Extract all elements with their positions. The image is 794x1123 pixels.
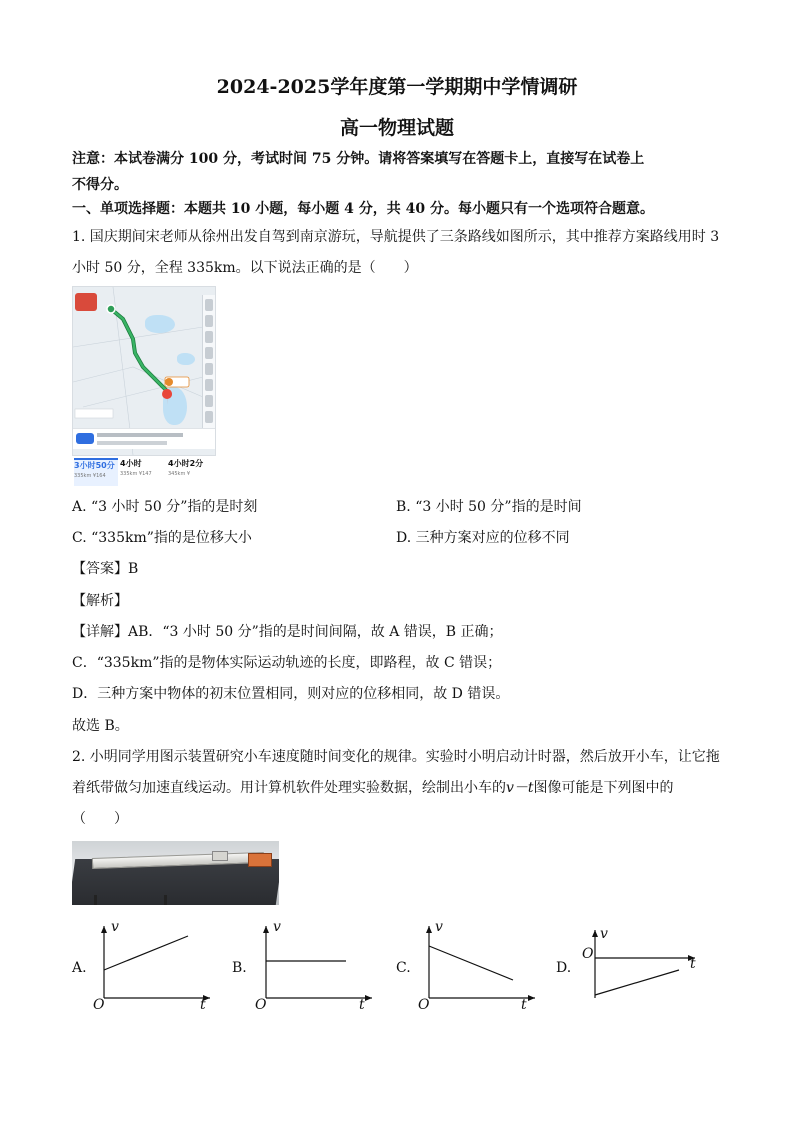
route-option-1-time: 3小时50分 (74, 461, 115, 470)
q2-stem-line-1: 2. 小明同学用图示装置研究小车速度随时间变化的规律。实验时小明启动计时器，然后放开小车，让它拖 (72, 749, 720, 765)
graph-d-v-label: v (600, 926, 608, 942)
photo-table-leg (164, 895, 167, 905)
graph-d-line (595, 970, 679, 995)
q1-analysis-label: 【解析】 (72, 593, 128, 609)
graph-d-label: D. (556, 960, 572, 976)
q1-stem-line-1: 1. 国庆期间宋老师从徐州出发自驾到南京游玩，导航提供了三条路线如图所示，其中推荐方案路线用时 3 (72, 229, 720, 245)
graph-b-label: B. (232, 960, 247, 976)
q2-stem-line-2-end: 图像可能是下列图中的 (533, 780, 674, 796)
map-toolbar (202, 295, 215, 445)
photo-table-leg (94, 895, 97, 905)
graph-a-v-label: v (111, 919, 119, 935)
graph-d-origin: O (582, 946, 594, 962)
q1-conclusion: 故选 B。 (72, 718, 129, 734)
q1-detail-2: C．“335km”指的是物体实际运动轨迹的长度，即路程，故 C 错误； (72, 655, 502, 671)
route-option-2-detail: 335km ¥147 (120, 471, 152, 477)
notice-line-1: 注意：本试卷满分 100 分，考试时间 75 分钟。请将答案填写在答题卡上，直接写在试卷上 (72, 151, 645, 167)
q2-vt-symbol: v－t (506, 780, 534, 796)
map-traffic-note (73, 428, 215, 449)
navigation-map-image (72, 286, 216, 456)
photo-cart (212, 851, 228, 861)
graph-d-t-label: t (690, 956, 696, 972)
route-option-2-time: 4小时 (120, 459, 142, 468)
q1-detail-1: 【详解】AB．“3 小时 50 分”指的是时间间隔，故 A 错误，B 正确； (72, 624, 503, 640)
graph-c-line (429, 946, 513, 980)
photo-timer (248, 853, 272, 867)
graph-a-line (104, 936, 188, 970)
graph-b-t-label: t (359, 997, 365, 1013)
notice-line-2: 不得分。 (72, 177, 128, 193)
route-option-2 (120, 458, 164, 484)
graph-c-v-label: v (435, 919, 443, 935)
q1-stem-line-2: 小时 50 分，全程 335km。以下说法正确的是（ ） (72, 260, 418, 276)
graph-a-label: A. (72, 960, 87, 976)
q1-option-d: D. 三种方案对应的位移不同 (396, 530, 570, 546)
q1-option-c: C. “335km”指的是位移大小 (72, 530, 252, 546)
experiment-apparatus-photo (72, 841, 279, 905)
q2-stem-line-2 (72, 777, 674, 797)
graph-a-t-label: t (200, 997, 206, 1013)
route-option-1 (74, 458, 118, 486)
graph-c-origin: O (418, 997, 430, 1013)
q2-stem-line-2-text: 着纸带做匀加速直线运动。用计算机软件处理实验数据，绘制出小车的 (72, 780, 506, 796)
route-option-3-detail: 345km ¥ (168, 471, 191, 477)
exam-title: 2024-2025学年度第一学期期中学情调研 (216, 76, 578, 98)
route-option-3 (168, 458, 212, 484)
graph-b-origin: O (255, 997, 267, 1013)
route-option-3-time: 4小时2分 (168, 459, 204, 468)
q1-option-a: A. “3 小时 50 分”指的是时刻 (72, 499, 258, 515)
graph-b-v-label: v (273, 919, 281, 935)
q2-stem-line-3: （ ） (72, 811, 128, 827)
section-1-heading: 一、单项选择题：本题共 10 小题，每小题 4 分，共 40 分。每小题只有一个选项符合题意。 (72, 201, 654, 217)
exam-subtitle: 高一物理试题 (339, 117, 454, 139)
route-options (72, 456, 214, 486)
graph-a-origin: O (93, 997, 105, 1013)
graph-c-label: C. (396, 960, 411, 976)
route-option-1-detail: 335km ¥164 (74, 473, 106, 479)
bus-icon (76, 433, 94, 444)
graph-c-t-label: t (521, 997, 527, 1013)
q1-answer: 【答案】B (72, 561, 139, 577)
q1-option-b: B. “3 小时 50 分”指的是时间 (396, 499, 582, 515)
q1-detail-3: D．三种方案中物体的初末位置相同，则对应的位移相同，故 D 错误。 (72, 686, 510, 702)
